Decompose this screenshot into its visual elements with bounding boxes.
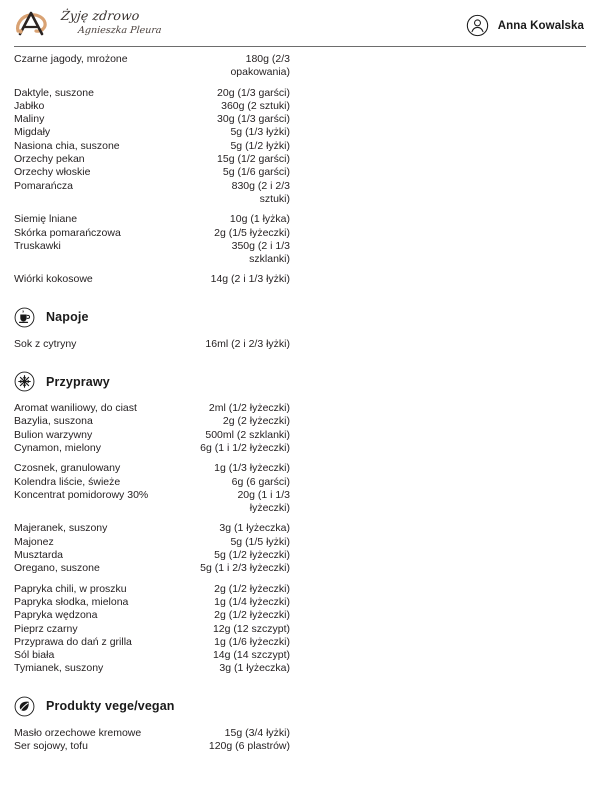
ingredient-name: Truskawki — [14, 239, 61, 252]
ingredient-name: Skórka pomarańczowa — [14, 226, 121, 239]
table-row — [14, 522, 586, 535]
ingredient-amount: 2ml (1/2 łyżeczki) — [208, 402, 290, 415]
ingredient-name: Czarne jagody, mrożone — [14, 53, 128, 65]
table-row — [14, 536, 586, 549]
table-row — [14, 549, 586, 562]
section-title: Napoje — [46, 310, 89, 325]
table-row — [14, 623, 586, 636]
ingredient-name: Sok z cytryny — [14, 337, 77, 350]
ingredient-name: Kolendra liście, świeże — [14, 475, 121, 488]
ingredient-name: Koncentrat pomidorowy 30% — [14, 488, 149, 501]
ingredient-amount: 15g (3/4 łyżki) — [224, 726, 290, 739]
user-name: Anna Kowalska — [497, 19, 584, 32]
ingredient-name: Aromat waniliowy, do ciast — [14, 402, 137, 415]
table-row — [14, 442, 586, 455]
ingredient-name: Migdały — [14, 126, 51, 139]
ingredient-name: Cynamon, mielony — [14, 441, 101, 454]
ingredient-amount: 5g (1/3 łyżki) — [230, 126, 290, 139]
brand-title: Żyję zdrowo — [60, 8, 141, 23]
ingredient-name: Wiórki kokosowe — [14, 273, 93, 286]
user-account[interactable] — [466, 6, 586, 37]
ingredient-amount: 360g (2 sztuki) — [221, 99, 290, 112]
ingredient-name: Ser sojowy, tofu — [14, 739, 88, 752]
ingredient-group — [14, 87, 586, 207]
ingredient-group — [14, 583, 586, 676]
leaf-icon — [14, 696, 35, 717]
ingredient-amount: 20g (1/3 garści) — [217, 86, 290, 99]
table-row — [14, 240, 586, 267]
table-row — [14, 273, 586, 286]
table-row — [14, 402, 586, 415]
ingredients-list — [0, 53, 600, 753]
cup-icon — [14, 307, 35, 328]
ingredient-group — [14, 462, 586, 515]
ingredient-amount: 1g (1/3 łyżeczki) — [214, 462, 290, 475]
ingredient-amount: 5g (1/2 łyżeczki) — [214, 549, 290, 562]
header-divider — [14, 46, 586, 47]
ingredient-name: Musztarda — [14, 549, 64, 562]
ingredient-group — [14, 522, 586, 575]
table-row — [14, 87, 586, 100]
table-row — [14, 662, 586, 675]
ingredient-group — [14, 338, 586, 351]
table-row — [14, 649, 586, 662]
ingredient-amount: 350g (2 i 1/3 szklanki) — [231, 239, 290, 266]
table-row — [14, 166, 586, 179]
table-row — [14, 609, 586, 622]
ingredient-name: Pieprz czarny — [14, 622, 78, 635]
table-row — [14, 53, 586, 80]
ingredient-amount: 180g (2/3 opakowania) — [230, 53, 290, 79]
ingredient-amount: 5g (1/5 łyżki) — [230, 535, 290, 548]
ingredient-group — [14, 273, 586, 286]
ingredient-amount: 3g (1 łyżeczka) — [219, 662, 290, 675]
table-row — [14, 180, 586, 207]
table-row — [14, 415, 586, 428]
ingredient-name: Maliny — [14, 113, 45, 126]
ingredient-amount: 6g (6 garści) — [231, 475, 290, 488]
table-row — [14, 153, 586, 166]
ingredient-amount: 5g (1/6 garści) — [222, 166, 290, 179]
ingredient-amount: 20g (1 i 1/3 łyżeczki) — [237, 488, 290, 515]
brand-logo — [14, 6, 161, 39]
ingredient-amount: 830g (2 i 2/3 sztuki) — [231, 179, 290, 205]
table-row — [14, 727, 586, 740]
ingredient-amount: 12g (12 szczypt) — [212, 622, 290, 635]
table-row — [14, 227, 586, 240]
table-row — [14, 113, 586, 126]
ingredient-amount: 2g (1/2 łyżeczki) — [214, 609, 290, 622]
ingredient-name: Papryka wędzona — [14, 609, 98, 622]
ingredient-name: Oregano, suszone — [14, 562, 100, 575]
ingredient-amount: 5g (1 i 2/3 łyżeczki) — [200, 562, 290, 575]
ingredient-name: Majeranek, suszony — [14, 522, 108, 535]
table-row — [14, 583, 586, 596]
ingredient-name: Tymianek, suszony — [14, 662, 104, 675]
ingredient-group — [14, 53, 586, 80]
table-row — [14, 100, 586, 113]
ingredient-name: Papryka chili, w proszku — [14, 582, 127, 595]
ingredient-name: Papryka słodka, mielona — [14, 595, 129, 608]
table-row — [14, 636, 586, 649]
ingredient-amount: 5g (1/2 łyżki) — [230, 139, 290, 152]
ingredient-name: Przyprawa do dań z grilla — [14, 635, 132, 648]
ingredient-name: Pomarańcza — [14, 179, 73, 192]
ingredient-amount: 10g (1 łyżka) — [229, 213, 290, 226]
brand-text — [61, 6, 161, 35]
ingredient-amount: 30g (1/3 garści) — [217, 113, 290, 126]
ingredient-name: Czosnek, granulowany — [14, 462, 121, 475]
ingredient-name: Bazylia, suszona — [14, 415, 93, 428]
ingredient-amount: 16ml (2 i 2/3 łyżki) — [205, 337, 290, 350]
ingredient-amount: 1g (1/6 łyżeczki) — [214, 635, 290, 648]
table-row — [14, 429, 586, 442]
ingredient-amount: 1g (1/4 łyżeczki) — [214, 595, 290, 608]
ingredient-amount: 120g (6 plastrów) — [208, 739, 290, 752]
ingredient-amount: 14g (2 i 1/3 łyżki) — [210, 273, 290, 286]
ingredient-name: Orzechy pekan — [14, 153, 85, 166]
user-avatar-icon — [466, 14, 489, 37]
ingredient-name: Daktyle, suszone — [14, 86, 94, 99]
table-row — [14, 562, 586, 575]
logo-a-swirl-icon — [14, 7, 58, 39]
table-row — [14, 489, 586, 516]
table-row — [14, 462, 586, 475]
ingredient-name: Nasiona chia, suszone — [14, 139, 120, 152]
ingredient-name: Bulion warzywny — [14, 428, 93, 441]
ingredient-group — [14, 402, 586, 455]
table-row — [14, 596, 586, 609]
ingredient-amount: 2g (1/2 łyżeczki) — [214, 582, 290, 595]
spice-star-icon — [14, 371, 35, 392]
ingredient-amount: 2g (1/5 łyżeczki) — [214, 226, 290, 239]
table-row — [14, 476, 586, 489]
table-row — [14, 140, 586, 153]
ingredient-amount: 6g (1 i 1/2 łyżeczki) — [200, 441, 290, 454]
ingredient-amount: 2g (2 łyżeczki) — [222, 415, 290, 428]
ingredient-amount: 14g (14 szczypt) — [212, 649, 290, 662]
table-row — [14, 126, 586, 139]
section-title: Przyprawy — [46, 374, 110, 389]
section-header-vege-vegan — [14, 696, 586, 717]
ingredient-amount: 15g (1/2 garści) — [217, 153, 290, 166]
section-header-przyprawy — [14, 371, 586, 392]
table-row — [14, 213, 586, 226]
table-row — [14, 338, 586, 351]
ingredient-amount: 3g (1 łyżeczka) — [219, 522, 290, 535]
ingredient-group — [14, 213, 586, 266]
ingredient-group — [14, 727, 586, 754]
ingredient-name: Orzechy włoskie — [14, 166, 91, 179]
page-header — [0, 0, 600, 46]
ingredient-name: Jabłko — [14, 99, 45, 112]
ingredient-name: Sól biała — [14, 649, 55, 662]
section-title: Produkty vege/vegan — [46, 699, 175, 714]
section-header-napoje — [14, 307, 586, 328]
brand-subtitle: Agnieszka Pleura — [77, 24, 163, 36]
ingredient-name: Siemię lniane — [14, 213, 78, 226]
ingredient-name: Masło orzechowe kremowe — [14, 726, 142, 739]
ingredient-name: Majonez — [14, 535, 54, 548]
table-row — [14, 740, 586, 753]
ingredient-amount: 500ml (2 szklanki) — [205, 428, 290, 441]
